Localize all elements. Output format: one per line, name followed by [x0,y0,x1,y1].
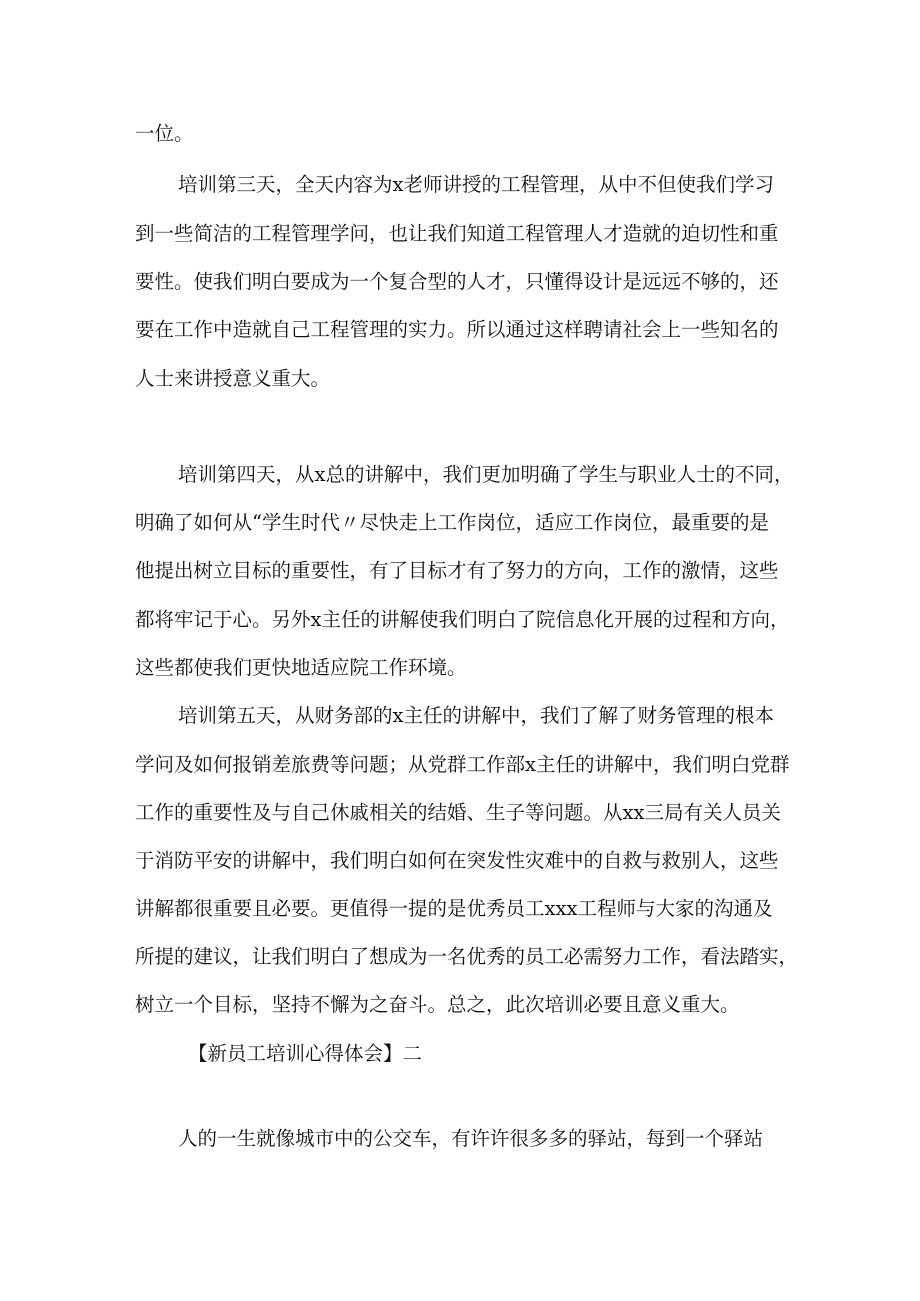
paragraph-line: 他提出树立目标的重要性，有了目标才有了努力的方向，工作的激情，这些 [135,559,779,582]
paragraph-line: 要性。使我们明白要成为一个复合型的人才，只懂得设计是远远不够的，还 [135,270,779,293]
paragraph-line: 这些都使我们更快地适应院工作环境。 [135,656,467,679]
paragraph-line: 学问及如何报销差旅费等问题；从党群工作部x主任的讲解中，我们明白党群 [135,753,790,776]
paragraph-line: 于消防平安的讲解中，我们明白如何在突发性灾难中的自救与救别人，这些 [135,849,779,872]
paragraph-line: 所提的建议，让我们明白了想成为一名优秀的员工必需努力工作，看法踏实， [135,945,799,968]
paragraph-line: 培训第五天，从财务部的x主任的讲解中，我们了解了财务管理的根本 [178,704,774,727]
paragraph-line: 培训第四天，从x总的讲解中，我们更加明确了学生与职业人士的不同， [178,463,794,486]
section-heading: 【新员工培训心得体会】二 [188,1042,423,1065]
paragraph-line: 明确了如何从“学生时代〃尽快走上工作岗位，适应工作岗位，最重要的是 [135,511,769,534]
paragraph-line: 要在工作中造就自己工程管理的实力。所以通过这样聘请社会上一些知名的 [135,318,779,341]
paragraph-line: 人士来讲授意义重大。 [135,367,331,390]
continuation-line: 一位。 [135,122,194,145]
paragraph-line: 工作的重要性及与自己休戚相关的结婚、生子等问题。从xx三局有关人员关 [135,801,781,824]
paragraph-line: 培训第三天，全天内容为x老师讲授的工程管理，从中不但使我们学习 [178,173,774,196]
paragraph-line: 人的一生就像城市中的公交车，有许许很多多的驿站，每到一个驿站 [178,1127,764,1150]
paragraph-line: 树立一个目标，坚持不懈为之奋斗。总之，此次培训必要且意义重大。 [135,993,740,1016]
paragraph-line: 讲解都很重要且必要。更值得一提的是优秀员工xxx工程师与大家的沟通及 [135,897,773,920]
paragraph-line: 到一些简洁的工程管理学问，也让我们知道工程管理人才造就的迫切性和重 [135,222,779,245]
paragraph-line: 都将牢记于心。另外x主任的讲解使我们明白了院信息化开展的过程和方向， [135,608,790,631]
